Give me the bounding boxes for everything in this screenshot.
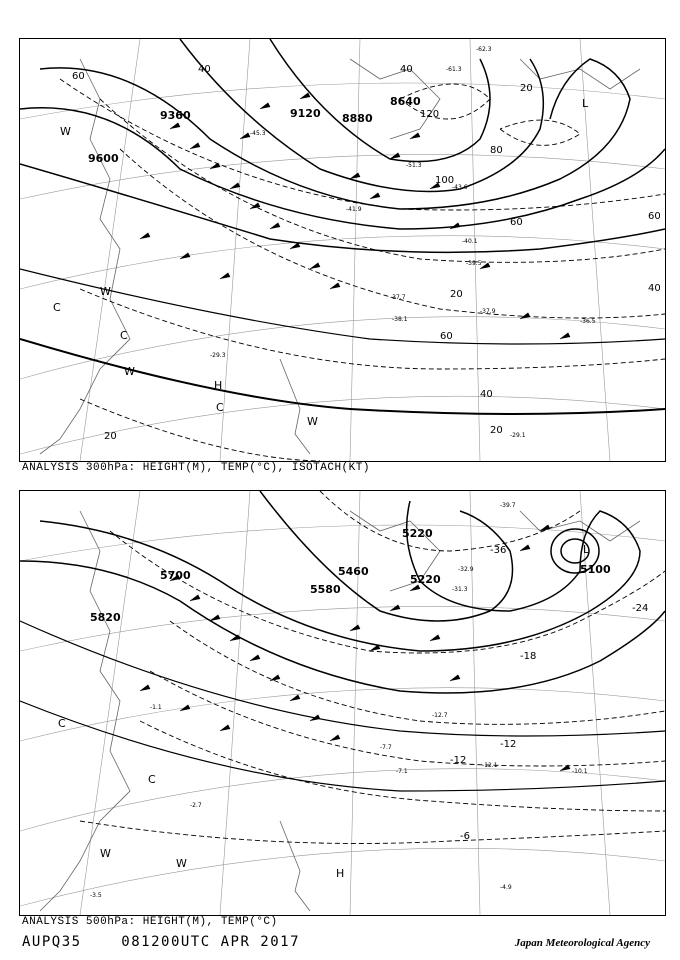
station-temp: -38.1 bbox=[392, 316, 408, 323]
isotach-label: 60 bbox=[440, 331, 453, 342]
station-temp: -39.5 bbox=[466, 260, 482, 267]
graticule bbox=[20, 39, 665, 461]
chart-code: AUPQ35 bbox=[22, 934, 82, 950]
isotach-lines bbox=[60, 79, 665, 461]
isotach-label: 40 bbox=[648, 283, 661, 294]
warm-center-marker: W bbox=[60, 125, 71, 138]
isotach-label: 20 bbox=[520, 83, 533, 94]
isotach-label: 40 bbox=[198, 64, 211, 75]
height-label: 5220 bbox=[402, 527, 433, 540]
cold-center-marker: C bbox=[53, 301, 61, 314]
isotach-label: 60 bbox=[648, 211, 661, 222]
height-contours bbox=[20, 491, 665, 791]
station-temp: -39.7 bbox=[500, 502, 516, 509]
map-500-svg bbox=[20, 491, 665, 915]
height-label: 9600 bbox=[88, 152, 119, 165]
warm-center-marker: W bbox=[176, 857, 187, 870]
cold-center-marker: C bbox=[216, 401, 224, 414]
isotach-label: 20 bbox=[450, 289, 463, 300]
station-temp: -2.7 bbox=[190, 802, 202, 809]
isotach-label: 120 bbox=[420, 109, 440, 120]
high-center-marker: H bbox=[336, 867, 345, 880]
station-temp: -37.7 bbox=[390, 294, 406, 301]
station-temp: -32.9 bbox=[458, 566, 474, 573]
warm-center-marker: W bbox=[124, 365, 135, 378]
isotherm-label: -18 bbox=[520, 651, 537, 662]
isotherm-label: -24 bbox=[632, 603, 649, 614]
isotach-label: 60 bbox=[72, 71, 85, 82]
isotherm-label: -6 bbox=[460, 831, 470, 842]
low-center-marker: L bbox=[583, 543, 590, 556]
panel-300hpa-caption: ANALYSIS 300hPa: HEIGHT(M), TEMP(°C), ISOTACH(KT) bbox=[22, 462, 370, 474]
height-label: 8880 bbox=[342, 112, 373, 125]
isotach-label: 100 bbox=[435, 175, 455, 186]
panel-500hpa-caption: ANALYSIS 500hPa: HEIGHT(M), TEMP(°C) bbox=[22, 916, 278, 928]
agency-name: Japan Meteorological Agency bbox=[514, 937, 650, 949]
height-label: 5700 bbox=[160, 569, 191, 582]
station-temp: -1.1 bbox=[150, 704, 162, 711]
station-temp: -12.1 bbox=[482, 762, 498, 769]
low-center-marker: L bbox=[582, 97, 589, 110]
isotherm-label: -12 bbox=[450, 755, 467, 766]
station-temp: -41.9 bbox=[346, 206, 362, 213]
warm-center-marker: W bbox=[100, 285, 111, 298]
station-temp: -31.3 bbox=[452, 586, 468, 593]
isotherm-label: -12 bbox=[500, 739, 517, 750]
isotach-label: 60 bbox=[510, 217, 523, 228]
isotach-label: 20 bbox=[104, 431, 117, 442]
station-temp: -7.7 bbox=[380, 744, 392, 751]
chart-datetime: 081200UTC APR 2017 bbox=[121, 934, 301, 950]
graticule bbox=[20, 491, 665, 915]
cold-center-marker: C bbox=[58, 717, 66, 730]
analysis-300hpa-map bbox=[19, 38, 666, 462]
height-label: 5100 bbox=[580, 563, 611, 576]
station-temp: -62.3 bbox=[476, 46, 492, 53]
station-temp: -40.1 bbox=[462, 238, 478, 245]
height-label: 9120 bbox=[290, 107, 321, 120]
chart-identifier bbox=[22, 934, 300, 950]
station-temp: -12.7 bbox=[432, 712, 448, 719]
height-label: 5460 bbox=[338, 565, 369, 578]
isotach-label: 20 bbox=[490, 425, 503, 436]
station-temp: -4.9 bbox=[500, 884, 512, 891]
height-label: 9360 bbox=[160, 109, 191, 122]
isotach-label: 40 bbox=[400, 64, 413, 75]
high-center-marker: H bbox=[214, 379, 223, 392]
warm-center-marker: W bbox=[307, 415, 318, 428]
warm-center-marker: W bbox=[100, 847, 111, 860]
station-temp: -29.3 bbox=[210, 352, 226, 359]
station-temp: -7.1 bbox=[396, 768, 408, 775]
station-temp: -51.3 bbox=[406, 162, 422, 169]
height-label: 5220 bbox=[410, 573, 441, 586]
station-temp: -3.5 bbox=[90, 892, 102, 899]
height-label: 5820 bbox=[90, 611, 121, 624]
cold-center-marker: C bbox=[148, 773, 156, 786]
analysis-500hpa-map bbox=[19, 490, 666, 916]
station-temp: -37.9 bbox=[480, 308, 496, 315]
height-label: 5580 bbox=[310, 583, 341, 596]
station-temp: -43.6 bbox=[452, 184, 468, 191]
height-label: 8640 bbox=[390, 95, 421, 108]
cold-center-marker: C bbox=[120, 329, 128, 342]
station-temp: -36.5 bbox=[580, 318, 596, 325]
station-temp: -61.3 bbox=[446, 66, 462, 73]
map-300-svg bbox=[20, 39, 665, 461]
height-contours bbox=[20, 39, 665, 414]
station-temp: -29.1 bbox=[510, 432, 526, 439]
wind-barbs bbox=[140, 93, 570, 339]
isotach-label: 80 bbox=[490, 145, 503, 156]
station-temp: -45.3 bbox=[250, 130, 266, 137]
isotach-label: 40 bbox=[480, 389, 493, 400]
isotherm-label: -36 bbox=[490, 545, 507, 556]
isotherm-lines bbox=[80, 491, 665, 844]
station-temp: -10.1 bbox=[572, 768, 588, 775]
